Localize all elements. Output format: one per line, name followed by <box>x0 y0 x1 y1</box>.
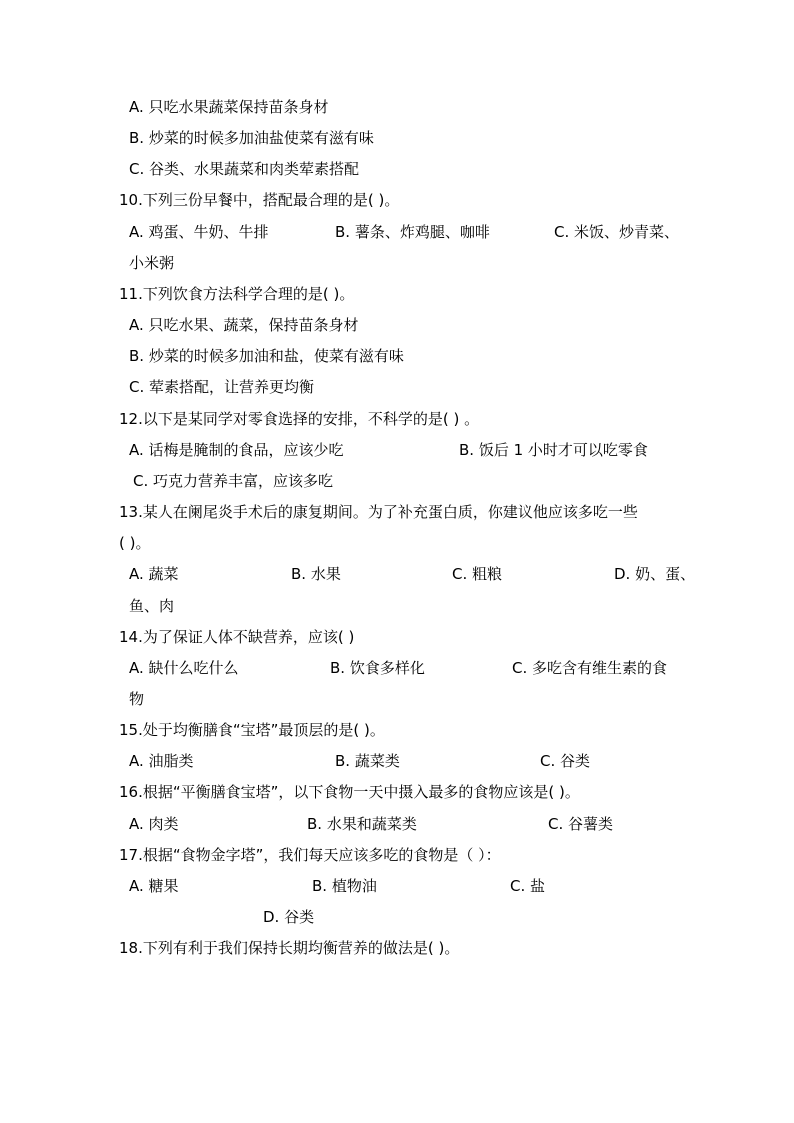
q16-option-c: C. 谷薯类 <box>548 815 614 833</box>
q12-option-b: B. 饭后 1 小时才可以吃零食 <box>459 441 648 459</box>
q13-option-b: B. 水果 <box>291 565 341 583</box>
q10-option-c-cont: 小米粥 <box>129 254 175 272</box>
q12-option-c: C. 巧克力营养丰富，应该多吃 <box>133 472 334 490</box>
q10-option-a: A. 鸡蛋、牛奶、牛排 <box>129 223 269 241</box>
q15-option-c: C. 谷类 <box>540 752 591 770</box>
q9-option-a: A. 只吃水果蔬菜保持苗条身材 <box>129 98 329 116</box>
q15-option-a: A. 油脂类 <box>129 752 194 770</box>
q17-stem: 17.根据“食物金字塔”，我们每天应该多吃的食物是（ ）： <box>119 846 501 864</box>
q11-option-b: B. 炒菜的时候多加油和盐，使菜有滋有味 <box>129 347 404 365</box>
q15-option-b: B. 蔬菜类 <box>335 752 400 770</box>
q17-option-b: B. 植物油 <box>312 877 377 895</box>
q13-stem: 13.某人在阑尾炎手术后的康复期间。为了补充蛋白质，你建议他应该多吃一些 <box>119 503 638 521</box>
q10-option-b: B. 薯条、炸鸡腿、咖啡 <box>335 223 490 241</box>
q9-option-b: B. 炒菜的时候多加油盐使菜有滋有味 <box>129 129 374 147</box>
q11-stem: 11.下列饮食方法科学合理的是( )。 <box>119 285 355 303</box>
q14-stem: 14.为了保证人体不缺营养，应该( ) <box>119 628 355 646</box>
q12-option-a: A. 话梅是腌制的食品，应该少吃 <box>129 441 344 459</box>
q12-stem: 12.以下是某同学对零食选择的安排，不科学的是( ) 。 <box>119 410 480 428</box>
q13-option-d: D. 奶、蛋、 <box>614 565 696 583</box>
q16-option-a: A. 肉类 <box>129 815 179 833</box>
q17-option-d: D. 谷类 <box>263 908 315 926</box>
q17-option-c: C. 盐 <box>510 877 546 895</box>
q13-stem-cont: ( )。 <box>119 534 151 552</box>
q10-stem: 10.下列三份早餐中，搭配最合理的是( )。 <box>119 191 400 209</box>
q14-option-a: A. 缺什么吃什么 <box>129 659 239 677</box>
q14-option-c: C. 多吃含有维生素的食 <box>512 659 668 677</box>
q17-option-a: A. 糖果 <box>129 877 179 895</box>
q10-option-c: C. 米饭、炒青菜、 <box>554 223 680 241</box>
q13-option-d-cont: 鱼、肉 <box>129 597 175 615</box>
q13-option-c: C. 粗粮 <box>452 565 503 583</box>
q15-stem: 15.处于均衡膳食“宝塔”最顶层的是( )。 <box>119 721 385 739</box>
q14-option-c-cont: 物 <box>129 690 145 708</box>
q16-option-b: B. 水果和蔬菜类 <box>307 815 417 833</box>
q16-stem: 16.根据“平衡膳食宝塔”，以下食物一天中摄入最多的食物应该是( )。 <box>119 783 580 801</box>
q11-option-a: A. 只吃水果、蔬菜，保持苗条身材 <box>129 316 359 334</box>
q18-stem: 18.下列有利于我们保持长期均衡营养的做法是( )。 <box>119 939 460 957</box>
q11-option-c: C. 荤素搭配，让营养更均衡 <box>129 378 315 396</box>
q14-option-b: B. 饮食多样化 <box>330 659 425 677</box>
q13-option-a: A. 蔬菜 <box>129 565 179 583</box>
q9-option-c: C. 谷类、水果蔬菜和肉类荤素搭配 <box>129 160 360 178</box>
